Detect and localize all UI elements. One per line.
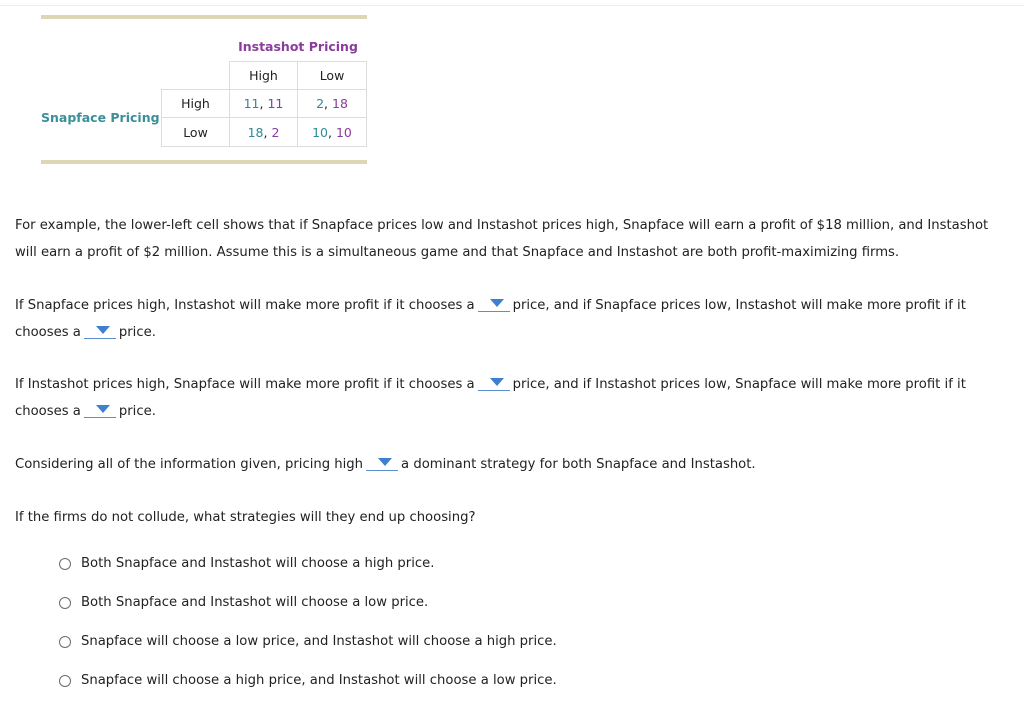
- snapface-payoff: 11: [243, 96, 260, 111]
- answer-option-4[interactable]: [59, 673, 557, 688]
- radio-button-icon[interactable]: [59, 675, 71, 687]
- q2-text-2: price, and if Instashot prices low, Snapface will make more profit if it: [512, 377, 966, 392]
- q3-text-1: Considering all of the information given, pricing high: [15, 457, 364, 472]
- answer-option-3[interactable]: [59, 634, 557, 649]
- q2-dropdown-1[interactable]: [478, 374, 510, 391]
- explanation-line-2: will earn a profit of $2 million. Assume this is a simultaneous game and that Snapface and Instashot are both profit-maximizing firms.: [15, 245, 900, 260]
- answer-option-label: Both Snapface and Instashot will choose a high price.: [81, 556, 435, 571]
- explanation-line-1: For example, the lower-left cell shows that if Snapface prices low and Instashot prices high, Snapface will earn a profit of $18 million, and Instashot: [15, 218, 989, 233]
- payoff-separator: ,: [324, 96, 332, 111]
- answer-option-1[interactable]: [59, 556, 434, 571]
- payoff-cell-high-high: [229, 89, 298, 118]
- column-player-label: Instashot Pricing: [238, 39, 358, 54]
- explanation-paragraph: [15, 212, 1015, 266]
- row-header-low: Low: [161, 117, 230, 147]
- q3-text-2: a dominant strategy for both Snapface and Instashot.: [401, 457, 756, 472]
- q2-text-4: price.: [118, 404, 156, 419]
- dropdown-arrow-icon: [96, 405, 110, 413]
- payoff-cell-low-low: [297, 117, 367, 147]
- q1-text-1: If Snapface prices high, Instashot will make more profit if it chooses a: [15, 298, 475, 313]
- matrix-bottom-bar: [41, 160, 367, 164]
- question-3: [15, 451, 1015, 478]
- instashot-payoff: 11: [267, 96, 284, 111]
- q1-dropdown-1[interactable]: [478, 295, 510, 312]
- q1-text-4: price.: [118, 325, 156, 340]
- payoff-separator: ,: [259, 96, 268, 111]
- dropdown-arrow-icon: [490, 378, 504, 386]
- payoff-cell-low-high: [229, 117, 298, 147]
- payoff-cell-high-low: [297, 89, 367, 118]
- q2-text-1: If Instashot prices high, Snapface will make more profit if it chooses a: [15, 377, 475, 392]
- q1-text-3: chooses a: [15, 325, 81, 340]
- col-header-high: High: [229, 61, 298, 90]
- instashot-payoff: 2: [271, 124, 280, 140]
- radio-button-icon[interactable]: [59, 558, 71, 570]
- question-2: [15, 371, 1015, 425]
- instashot-payoff: 18: [332, 96, 348, 111]
- row-header-high: High: [161, 89, 230, 118]
- payoff-separator: ,: [328, 124, 336, 140]
- q1-text-2: price, and if Snapface prices low, Instashot will make more profit if it: [512, 298, 966, 313]
- dropdown-arrow-icon: [378, 458, 392, 466]
- q2-dropdown-2[interactable]: [84, 401, 116, 418]
- top-divider: [0, 5, 1024, 6]
- col-header-low: Low: [297, 61, 367, 90]
- snapface-payoff: 10: [312, 124, 329, 140]
- question-1: [15, 292, 1015, 346]
- q2-text-3: chooses a: [15, 404, 81, 419]
- radio-button-icon[interactable]: [59, 597, 71, 609]
- dropdown-arrow-icon: [96, 326, 110, 334]
- matrix-top-bar: [41, 15, 367, 19]
- q1-dropdown-2[interactable]: [84, 322, 116, 339]
- snapface-payoff: 18: [247, 124, 264, 140]
- question-4: [15, 504, 1015, 531]
- q3-dropdown[interactable]: [366, 454, 398, 471]
- q4-question-text: If the firms do not collude, what strategies will they end up choosing?: [15, 510, 476, 525]
- answer-option-label: Snapface will choose a high price, and Instashot will choose a low price.: [81, 673, 557, 688]
- answer-option-2[interactable]: [59, 595, 428, 610]
- row-player-label: Snapface Pricing: [41, 110, 160, 125]
- snapface-payoff: 2: [316, 96, 325, 111]
- answer-option-label: Both Snapface and Instashot will choose a low price.: [81, 595, 429, 610]
- radio-button-icon[interactable]: [59, 636, 71, 648]
- dropdown-arrow-icon: [490, 299, 504, 307]
- instashot-payoff: 10: [335, 124, 352, 140]
- payoff-separator: ,: [263, 124, 272, 140]
- answer-option-label: Snapface will choose a low price, and Instashot will choose a high price.: [81, 634, 557, 649]
